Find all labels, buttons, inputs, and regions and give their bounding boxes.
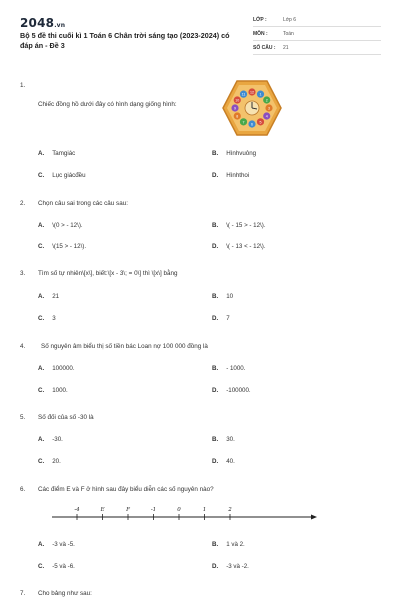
question-7-text: Cho bảng như sau:	[38, 590, 92, 597]
number-line-figure	[52, 503, 317, 525]
clock-number: 12	[250, 90, 254, 95]
logo-text: 2048	[20, 16, 55, 30]
clock-number: 8	[236, 114, 239, 119]
q1-option-c[interactable]: C. Lục giácđều	[38, 172, 86, 179]
question-7-number: 7.	[20, 590, 26, 597]
question-6-number: 6.	[20, 486, 26, 493]
q4-option-d[interactable]: D. -100000.	[212, 387, 251, 394]
q3-option-b[interactable]: B. 10	[212, 293, 234, 300]
q2-option-c[interactable]: C. \(15 > - 12\).	[38, 243, 87, 250]
question-2-text: Chọn câu sai trong các câu sau:	[38, 200, 128, 207]
logo-suffix: .vn	[54, 22, 66, 29]
q4-option-c[interactable]: C. 1000.	[38, 387, 68, 394]
q4-option-b[interactable]: B. - 1000.	[212, 365, 246, 372]
count-value: 21	[283, 45, 289, 51]
clock-number: 3	[268, 106, 270, 111]
clock-number: 11	[241, 92, 246, 97]
q5-option-a[interactable]: A. -30.	[38, 436, 63, 443]
question-1-number: 1.	[20, 82, 26, 89]
meta-class-row	[253, 14, 381, 27]
clock-number: 9	[234, 106, 236, 111]
q3-option-d[interactable]: D. 7	[212, 315, 230, 322]
q1-option-a[interactable]: A. Tamgiác	[38, 150, 76, 157]
number-line-label: E	[100, 507, 105, 513]
clock-number: 5	[259, 120, 262, 125]
q6-option-d[interactable]: D. -3 và -2.	[212, 563, 249, 570]
number-line-label: 0	[177, 507, 181, 513]
number-line-label: 2	[228, 507, 232, 513]
question-6-text: Các điểm E và F ở hình sau đây biểu diễn các số nguyên nào?	[38, 486, 214, 493]
q5-option-b[interactable]: B. 30.	[212, 436, 235, 443]
exam-title: Bộ 5 đề thi cuối kì 1 Toán 6 Chân trời sáng tạo (2023-2024) có đáp án - Đề 3	[20, 31, 230, 50]
class-value: Lớp 6	[283, 17, 297, 23]
number-line-ticks	[74, 507, 232, 520]
clock-number: 6	[251, 122, 253, 127]
number-line-label: -4	[74, 507, 80, 513]
q2-option-a[interactable]: A. \(0 > - 12\).	[38, 222, 83, 229]
clock-number: 2	[265, 98, 268, 103]
q3-option-c[interactable]: C. 3	[38, 315, 56, 322]
q2-option-d[interactable]: D. \( - 13 < - 12\).	[212, 243, 266, 250]
count-label: SỐ CÂU :	[253, 45, 276, 51]
meta-count-row	[253, 42, 381, 55]
question-5-number: 5.	[20, 414, 26, 421]
number-line-label: -1	[150, 507, 157, 513]
subject-value: Toán	[283, 31, 294, 37]
q2-option-b[interactable]: B. \( - 15 > - 12\).	[212, 222, 266, 229]
number-line-label: 1	[202, 507, 207, 513]
question-4-text: Số nguyên âm biểu thị số tiền bác Loan nợ 100 000 đồng là	[41, 343, 208, 350]
question-3-text: Tìm số tự nhiên\[x\], biết:\[x - 3\; = 0\] thì \[x\] bằng	[38, 270, 178, 277]
question-2-number: 2.	[20, 200, 26, 207]
q1-option-b[interactable]: B. Hìnhvuông	[212, 150, 257, 157]
clock-number: 4	[265, 114, 268, 119]
meta-subject-row	[253, 28, 381, 41]
question-3-number: 3.	[20, 270, 26, 277]
site-logo[interactable]	[20, 16, 65, 30]
q6-option-b[interactable]: B. 1 và 2.	[212, 541, 245, 548]
clock-number: 10	[235, 98, 240, 103]
q5-option-d[interactable]: D. 40.	[212, 458, 235, 465]
class-label: LỚP :	[253, 17, 267, 23]
q6-option-a[interactable]: A. -3 và -5.	[38, 541, 75, 548]
number-line-label: F	[126, 507, 130, 513]
q5-option-c[interactable]: C. 20.	[38, 458, 61, 465]
q4-option-a[interactable]: A. 100000.	[38, 365, 75, 372]
q6-option-c[interactable]: C. -5 và -6.	[38, 563, 75, 570]
question-1-text: Chiếc đồng hồ dưới đây có hình dạng giống hình:	[38, 101, 177, 108]
q1-option-d[interactable]: D. Hìnhthoi	[212, 172, 250, 179]
subject-label: MÔN :	[253, 31, 268, 37]
q3-option-a[interactable]: A. 21	[38, 293, 60, 300]
hexagon-clock-image	[222, 80, 282, 136]
question-5-text: Số đối của số -30 là	[38, 414, 94, 421]
clock-number: 1	[259, 92, 262, 97]
question-4-number: 4.	[20, 343, 26, 350]
clock-number: 7	[242, 120, 245, 125]
